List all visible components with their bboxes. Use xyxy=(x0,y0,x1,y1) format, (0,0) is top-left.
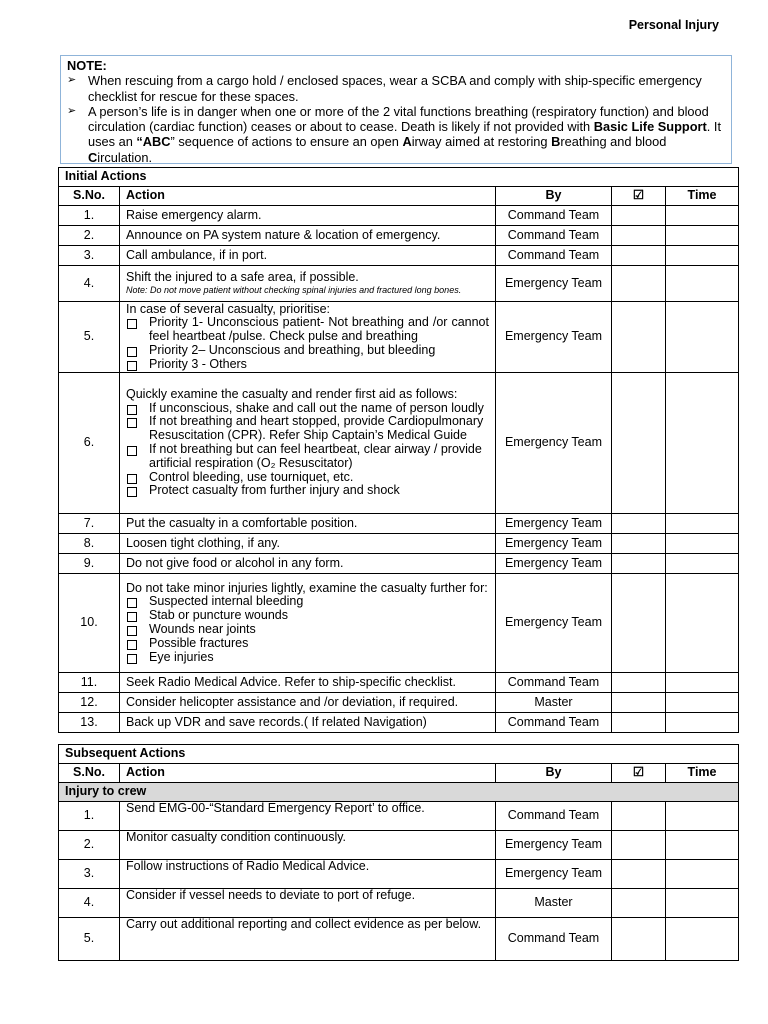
list-item xyxy=(126,623,489,637)
check-cell[interactable] xyxy=(612,693,666,713)
section-title: Initial Actions xyxy=(59,168,739,187)
row-number: 11. xyxy=(59,673,120,693)
row-number: 4. xyxy=(59,889,120,918)
list-item-text: Stab or puncture wounds xyxy=(149,608,288,623)
checkbox-icon xyxy=(127,319,137,329)
section-title: Subsequent Actions xyxy=(59,745,739,764)
table-row xyxy=(59,693,739,713)
table-row xyxy=(59,713,739,733)
row-by: Command Team xyxy=(496,246,612,266)
list-item-text: Suspected internal bleeding xyxy=(149,594,304,609)
note-box xyxy=(60,55,732,164)
list-item xyxy=(126,443,489,471)
checkbox-icon xyxy=(127,626,137,636)
row-number: 3. xyxy=(59,860,120,889)
note-bold: Basic Life Support xyxy=(593,119,707,135)
time-cell[interactable] xyxy=(666,713,739,733)
row-number: 3. xyxy=(59,246,120,266)
note-text: ” sequence of actions to ensure an open xyxy=(170,134,403,150)
note-item-1 xyxy=(67,73,725,104)
list-item-text: If not breathing and heart stopped, provide Cardiopulmonary Resuscitation (CPR). Refer Ship Captain’s Medical Guide xyxy=(149,414,484,443)
row-by: Command Team xyxy=(496,713,612,733)
table-row xyxy=(59,673,739,693)
note-item-1-text: When rescuing from a cargo hold / enclosed spaces, wear a SCBA and comply with ship-specific emergency checklist for rescue for these spaces. xyxy=(88,73,702,104)
column-header-check: ☑ xyxy=(612,187,666,206)
list-item-text: Priority 2– Unconscious and breathing, but bleeding xyxy=(149,342,436,357)
row-action-text: In case of several casualty, prioritise: xyxy=(126,301,331,316)
time-cell[interactable] xyxy=(666,246,739,266)
check-cell[interactable] xyxy=(612,802,666,831)
time-cell[interactable] xyxy=(666,373,739,514)
time-cell[interactable] xyxy=(666,514,739,534)
row-by: Command Team xyxy=(496,918,612,961)
table-row xyxy=(59,246,739,266)
row-action xyxy=(120,574,496,673)
row-action: Send EMG-00-“Standard Emergency Report’ to office. xyxy=(120,802,496,831)
list-item xyxy=(126,651,489,665)
time-cell[interactable] xyxy=(666,860,739,889)
checkbox-icon xyxy=(127,654,137,664)
check-cell[interactable] xyxy=(612,860,666,889)
checkbox-icon xyxy=(127,418,137,428)
note-text: irculation. xyxy=(97,149,153,165)
note-text: A person’s life is in danger when one or more of the 2 vital functions breathing (respiratory function) and blood circulation (cardiac function) ceases or about to cease. Death is likely if not provided with xyxy=(88,103,709,135)
row-by: Command Team xyxy=(496,802,612,831)
check-cell[interactable] xyxy=(612,918,666,961)
list-item xyxy=(126,358,489,372)
checkbox-icon xyxy=(127,446,137,456)
checkbox-icon xyxy=(127,640,137,650)
check-cell[interactable] xyxy=(612,266,666,302)
list-item-text: Wounds near joints xyxy=(149,622,256,636)
column-header-by: By xyxy=(496,187,612,206)
check-cell[interactable] xyxy=(612,831,666,860)
row-action: Monitor casualty condition continuously. xyxy=(120,831,496,860)
list-item xyxy=(126,402,489,416)
table-row xyxy=(59,918,739,961)
time-cell[interactable] xyxy=(666,206,739,226)
row-number: 2. xyxy=(59,226,120,246)
table-row xyxy=(59,831,739,860)
row-by: Emergency Team xyxy=(496,554,612,574)
row-by: Emergency Team xyxy=(496,534,612,554)
row-number: 13. xyxy=(59,713,120,733)
time-cell[interactable] xyxy=(666,802,739,831)
row-number: 1. xyxy=(59,802,120,831)
check-cell[interactable] xyxy=(612,246,666,266)
column-header-action: Action xyxy=(120,187,496,206)
row-action: Consider if vessel needs to deviate to port of refuge. xyxy=(120,889,496,918)
row-action: Seek Radio Medical Advice. Refer to ship-specific checklist. xyxy=(120,673,496,693)
checkbox-icon xyxy=(127,612,137,622)
column-header-time: Time xyxy=(666,764,739,783)
table-row xyxy=(59,574,739,673)
row-number: 6. xyxy=(59,373,120,514)
check-cell[interactable] xyxy=(612,302,666,373)
group-title: Injury to crew xyxy=(59,783,739,802)
row-number: 5. xyxy=(59,302,120,373)
table-row xyxy=(59,860,739,889)
check-cell[interactable] xyxy=(612,534,666,554)
note-bold: A xyxy=(402,134,412,150)
row-action xyxy=(120,373,496,514)
column-header-sno: S.No. xyxy=(59,187,120,206)
list-item xyxy=(126,637,489,651)
row-by: Command Team xyxy=(496,206,612,226)
checkbox-icon xyxy=(127,347,137,357)
page-title: Personal Injury xyxy=(628,18,719,32)
row-by: Emergency Team xyxy=(496,574,612,673)
row-by: Emergency Team xyxy=(496,373,612,514)
row-action: Put the casualty in a comfortable position. xyxy=(120,514,496,534)
note-item-2 xyxy=(67,104,725,165)
column-header-check: ☑ xyxy=(612,764,666,783)
table-row xyxy=(59,802,739,831)
note-title: NOTE: xyxy=(67,58,107,73)
note-bold: C xyxy=(88,149,98,165)
row-number: 2. xyxy=(59,831,120,860)
table-header-row xyxy=(59,187,739,206)
row-by: Master xyxy=(496,693,612,713)
list-item-text: Possible fractures xyxy=(149,635,249,650)
note-bold: B xyxy=(551,134,561,150)
list-item-text: Priority 3 - Others xyxy=(149,356,247,371)
arrow-bullet-icon: ➢ xyxy=(67,104,77,117)
row-action: Call ambulance, if in port. xyxy=(120,246,496,266)
row-action: Follow instructions of Radio Medical Advice. xyxy=(120,860,496,889)
time-cell[interactable] xyxy=(666,226,739,246)
table-row xyxy=(59,226,739,246)
check-cell[interactable] xyxy=(612,206,666,226)
time-cell[interactable] xyxy=(666,534,739,554)
list-item xyxy=(126,609,489,623)
check-cell[interactable] xyxy=(612,373,666,514)
time-cell[interactable] xyxy=(666,673,739,693)
time-cell[interactable] xyxy=(666,831,739,860)
table-row xyxy=(59,206,739,226)
row-action-text: Shift the injured to a safe area, if possible. xyxy=(126,270,359,285)
checkbox-icon xyxy=(127,405,137,415)
check-cell[interactable] xyxy=(612,554,666,574)
row-number: 5. xyxy=(59,918,120,961)
row-by: Emergency Team xyxy=(496,302,612,373)
column-header-sno: S.No. xyxy=(59,764,120,783)
check-cell[interactable] xyxy=(612,514,666,534)
row-number: 12. xyxy=(59,693,120,713)
row-by: Master xyxy=(496,889,612,918)
note-bold: “ABC xyxy=(136,134,171,150)
table-row xyxy=(59,534,739,554)
time-cell[interactable] xyxy=(666,266,739,302)
table-row xyxy=(59,514,739,534)
checkbox-icon xyxy=(127,474,137,484)
column-header-time: Time xyxy=(666,187,739,206)
row-action: Announce on PA system nature & location of emergency. xyxy=(120,226,496,246)
checkbox-icon xyxy=(127,598,137,608)
note-text: . It uses an xyxy=(88,119,722,150)
row-number: 4. xyxy=(59,266,120,302)
list-item xyxy=(126,471,489,485)
row-action: Consider helicopter assistance and /or deviation, if required. xyxy=(120,693,496,713)
time-cell[interactable] xyxy=(666,554,739,574)
checkbox-icon xyxy=(127,487,137,497)
table-row xyxy=(59,554,739,574)
row-number: 1. xyxy=(59,206,120,226)
row-by: Command Team xyxy=(496,673,612,693)
row-action: Back up VDR and save records.( If related Navigation) xyxy=(120,713,496,733)
row-by: Emergency Team xyxy=(496,266,612,302)
table-header-row xyxy=(59,764,739,783)
list-item-text: If not breathing but can feel heartbeat, clear airway / provide artificial respiration (O₂ Resuscitator) xyxy=(149,442,482,470)
list-item xyxy=(126,316,489,344)
note-text: irway aimed at restoring xyxy=(411,134,552,150)
initial-actions-table xyxy=(58,167,739,733)
row-number: 7. xyxy=(59,514,120,534)
column-header-action: Action xyxy=(120,764,496,783)
row-number: 9. xyxy=(59,554,120,574)
arrow-bullet-icon: ➢ xyxy=(67,74,77,87)
table-row xyxy=(59,373,739,514)
row-action xyxy=(120,266,496,302)
check-cell[interactable] xyxy=(612,673,666,693)
check-cell[interactable] xyxy=(612,226,666,246)
time-cell[interactable] xyxy=(666,574,739,673)
row-by: Emergency Team xyxy=(496,514,612,534)
check-cell[interactable] xyxy=(612,574,666,673)
row-number: 10. xyxy=(59,574,120,673)
check-cell[interactable] xyxy=(612,889,666,918)
note-text: reathing and blood xyxy=(560,134,667,150)
list-item-text: If unconscious, shake and call out the name of person loudly xyxy=(149,400,484,415)
row-by: Command Team xyxy=(496,226,612,246)
list-item xyxy=(126,344,489,358)
list-item xyxy=(126,595,489,609)
list-item xyxy=(126,415,489,443)
row-number: 8. xyxy=(59,534,120,554)
time-cell[interactable] xyxy=(666,918,739,961)
time-cell[interactable] xyxy=(666,889,739,918)
table-row xyxy=(59,302,739,373)
list-item-text: Priority 1- Unconscious patient- Not breathing and /or cannot feel heartbeat /pulse. Check pulse and breathing xyxy=(149,315,489,344)
row-action: Raise emergency alarm. xyxy=(120,206,496,226)
row-action: Loosen tight clothing, if any. xyxy=(120,534,496,554)
checkbox-icon xyxy=(127,361,137,371)
table-row xyxy=(59,266,739,302)
row-action: Carry out additional reporting and collect evidence as per below. xyxy=(120,918,496,961)
subsequent-actions-table xyxy=(58,744,739,961)
row-action-note: Note: Do not move patient without checking spinal injuries and fractured long bones. xyxy=(126,284,462,295)
time-cell[interactable] xyxy=(666,693,739,713)
list-item-text: Control bleeding, use tourniquet, etc. xyxy=(149,469,354,484)
list-item xyxy=(126,484,489,498)
row-by: Emergency Team xyxy=(496,831,612,860)
list-item-text: Protect casualty from further injury and shock xyxy=(149,483,400,498)
table-row xyxy=(59,889,739,918)
time-cell[interactable] xyxy=(666,302,739,373)
row-action: Do not give food or alcohol in any form. xyxy=(120,554,496,574)
row-action xyxy=(120,302,496,373)
check-cell[interactable] xyxy=(612,713,666,733)
row-action-text: Quickly examine the casualty and render first aid as follows: xyxy=(126,386,458,401)
column-header-by: By xyxy=(496,764,612,783)
row-action-text: Do not take minor injuries lightly, examine the casualty further for: xyxy=(126,580,488,595)
list-item-text: Eye injuries xyxy=(149,649,214,664)
row-by: Emergency Team xyxy=(496,860,612,889)
